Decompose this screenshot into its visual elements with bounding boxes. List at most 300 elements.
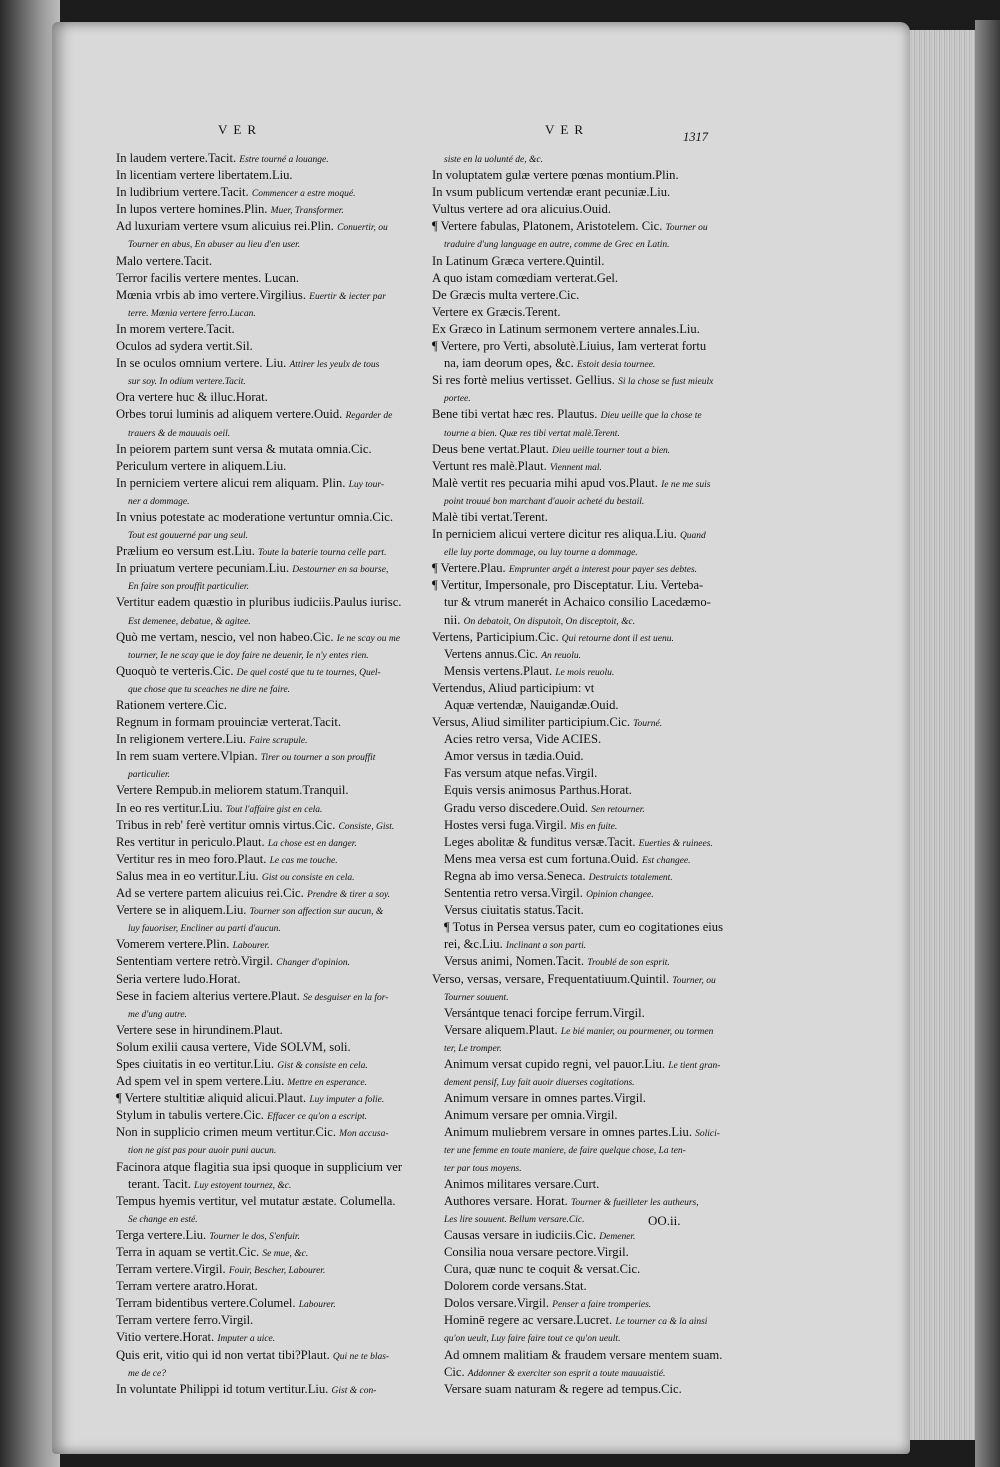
latin-text: Vertere Rempub.in meliorem statum.Tranquil. [116,783,349,798]
latin-text: Res vertitur in periculo.Plaut. [116,834,265,849]
french-gloss: Regarder de [345,411,393,422]
french-gloss: Destruicts totalement. [588,872,673,883]
latin-text: Vertens, Participium.Cic. [432,629,559,644]
latin-text: Mœnia vrbis ab imo vertere.Virgilius. [116,287,306,302]
entry-line [116,817,434,834]
dictionary-column-left [116,150,434,1398]
entry-line [116,1159,434,1176]
french-gloss: Ie ne me suis [661,479,711,490]
entry-line [432,389,762,406]
entry-line [116,1193,434,1210]
french-gloss: Tourner souuent. [444,992,509,1003]
french-gloss: Mettre en esperance. [287,1078,367,1089]
entry-line [432,526,762,543]
french-gloss: Solici- [695,1129,720,1140]
french-gloss: Conuertir, ou [337,223,388,234]
french-gloss: Commencer a estre moqué. [251,189,356,200]
entry-line [116,936,434,953]
latin-text: A quo istam comœdiam verterat.Gel. [432,270,619,285]
entry-line [432,1124,762,1141]
latin-text: Fas versum atque nefas.Virgil. [444,766,598,781]
latin-text: na, iam deorum opes, &c. [444,356,574,371]
entry-line [116,988,434,1005]
latin-text: Leges abolitæ & funditus versæ.Tacit. [444,834,636,849]
french-gloss: portee. [444,394,471,405]
french-gloss: Ie ne scay ou me [336,633,400,644]
entry-line [432,321,762,338]
latin-text: Cic. [444,1364,465,1379]
entry-line [116,612,434,629]
entry-line [432,919,762,936]
running-head-left: VER [218,122,262,137]
french-gloss: Est changee. [641,855,691,866]
latin-text: In voluntate Philippi id totum vertitur.Liu. [116,1381,329,1396]
french-gloss: ter par tous moyens. [444,1163,522,1174]
latin-text: Salus mea in eo vertitur.Liu. [116,868,259,883]
entry-line [116,663,434,680]
entry-line [432,663,762,680]
latin-text: ¶ Totus in Persea versus pater, cum eo cogitationes eius [444,920,723,935]
entry-line [432,868,762,885]
french-gloss: On debatoit, On disputoit, On disceptoit, &c. [463,616,636,627]
latin-text: Vertere se in aliquem.Liu. [116,903,247,918]
latin-text: Terra in aquam se vertit.Cic. [116,1245,260,1259]
latin-text: Mens mea versa est cum fortuna.Ouid. [444,851,639,866]
french-gloss: Mon accusa- [339,1129,389,1140]
entry-line [116,800,434,817]
entry-line [432,1056,762,1073]
entry-line [116,167,434,184]
latin-text: Malè tibi vertat.Terent. [432,509,548,524]
entry-line [432,1295,762,1312]
french-gloss: De quel costé que tu te tournes, Quel- [236,667,381,678]
french-gloss: Estoit desia tournee. [576,360,656,371]
entry-line [116,1107,434,1124]
entry-line [432,953,762,970]
entry-line [432,458,762,475]
latin-text: In voluptatem gulæ vertere pœnas montium.Plin. [432,168,679,183]
entry-line [116,406,434,423]
french-gloss: Dieu ueille tourner tout a bien. [551,445,671,456]
entry-line [432,885,762,902]
french-gloss: Attirer les yeulx de tous [289,360,380,371]
entry-line [116,441,434,458]
latin-text: Causas versare in iudiciis.Cic. [444,1227,597,1242]
french-gloss: Le tient gran- [668,1060,721,1071]
latin-text: Terram vertere aratro.Horat. [116,1279,258,1294]
french-gloss: Se mue, &c. [262,1249,309,1259]
french-gloss: Tourner & fueilleter les autheurs, [570,1197,699,1208]
french-gloss: Changer d'opinion. [276,958,351,969]
french-gloss: Euerties & ruinees. [638,838,713,849]
latin-text: Sententiam vertere retrò.Virgil. [116,954,274,969]
latin-text: ¶ Vertere stultitiæ aliquid alicui.Plaut. [116,1091,307,1106]
entry-line [432,441,762,458]
french-gloss: Tourné. [633,719,663,730]
entry-line [432,612,762,629]
french-gloss: Tourner le dos, S'enfuir. [209,1231,300,1242]
latin-text: Verso, versas, versare, Frequentatiuum.Quintil. [432,971,670,986]
latin-text: In perniciem vertere alicui rem aliquam. Plin. [116,475,346,490]
french-gloss: Tourner ou [665,223,708,234]
entry-line [432,1176,762,1193]
latin-text: Vitio vertere.Horat. [116,1330,215,1345]
entry-line [432,424,762,441]
entry-line [116,577,434,594]
latin-text: ¶ Vertere, pro Verti, absolutè.Liuius, Iam verterat fortu [432,339,707,354]
entry-line [432,902,762,919]
entry-line [432,594,762,611]
french-gloss: Labourer. [298,1300,336,1311]
entry-line [432,1022,762,1039]
entry-line [432,406,762,423]
french-gloss: point trouué bon marchant d'auoir acheté du bestail. [444,496,645,507]
latin-text: Sese in faciem alterius vertere.Plaut. [116,988,300,1003]
latin-text: In Latinum Græca vertere.Quintil. [432,253,605,268]
latin-text: In eo res vertitur.Liu. [116,800,223,815]
latin-text: Consilia noua versare pectore.Virgil. [444,1245,629,1259]
latin-text: Versus ciuitatis status.Tacit. [444,903,584,918]
latin-text: In religionem vertere.Liu. [116,732,247,747]
french-gloss: me de ce? [128,1368,166,1379]
french-gloss: ter une femme en toute maniere, de faire quelque chose, La ten- [444,1146,686,1157]
entry-line [116,1176,434,1193]
latin-text: In lupos vertere homines.Plin. [116,202,268,217]
entry-line [116,731,434,748]
latin-text: Terram bidentibus vertere.Columel. [116,1296,296,1311]
french-gloss: tourner, Ie ne scay que ie doy faire ne deuenir, Ie n'y entes rien. [128,650,369,661]
entry-line [432,1364,762,1381]
entry-line [116,287,434,304]
french-gloss: me d'ung autre. [128,1009,187,1020]
entry-line [432,150,762,167]
entry-line [116,218,434,235]
entry-line [432,731,762,748]
entry-line [116,150,434,167]
french-gloss: Luy estoyent tournez, &c. [194,1180,292,1191]
french-gloss: En faire son prouffit particulier. [128,582,249,593]
french-gloss: ter, Le tromper. [444,1043,502,1054]
entry-line [116,1124,434,1141]
book-cover-edge [975,20,1000,1467]
latin-text: Periculum vertere in aliquem.Liu. [116,458,287,473]
french-gloss: Emprunter argét a interest pour payer ses debtes. [508,565,698,576]
french-gloss: Se change en esté. [128,1214,198,1225]
latin-text: Versare aliquem.Plaut. [444,1022,558,1037]
french-gloss: Qui retourne dont il est uenu. [561,633,674,644]
entry-line [432,1347,762,1364]
entry-line [432,697,762,714]
latin-text: Quoquò te verteris.Cic. [116,663,234,678]
french-gloss: Luy tour- [348,479,384,490]
entry-line [116,1210,434,1227]
french-gloss: elle luy porte dommage, ou luy tourne a dommage. [444,548,638,559]
entry-line [116,919,434,936]
entry-line [432,834,762,851]
entry-line [116,1278,434,1295]
french-gloss: ner a dommage. [128,496,190,507]
entry-line [432,800,762,817]
entry-line [116,629,434,646]
entry-line [432,492,762,509]
french-gloss: Faire scrupule. [249,736,308,747]
french-gloss: sur soy. In odium vertere.Tacit. [128,377,246,388]
entry-line [116,543,434,560]
french-gloss: qu'on ueult, Luy faire faire tout ce qu'on ueult. [444,1334,621,1345]
latin-text: Spes ciuitatis in eo vertitur.Liu. [116,1056,275,1071]
entry-line [432,1381,762,1398]
entry-line [116,184,434,201]
entry-line [432,201,762,218]
entry-line [116,1244,434,1261]
latin-text: In licentiam vertere libertatem.Liu. [116,168,293,183]
entry-line [432,629,762,646]
entry-line [432,577,762,594]
entry-line [116,885,434,902]
latin-text: ¶ Vertere fabulas, Platonem, Aristotelem. Cic. [432,219,663,234]
latin-text: terant. Tacit. [128,1176,191,1191]
french-gloss: Addonner & exerciter son esprit a toute mauuaistié. [467,1368,666,1379]
french-gloss: Gist ou consiste en cela. [261,872,355,883]
latin-text: Equis versis animosus Parthus.Horat. [444,783,632,798]
entry-line [432,748,762,765]
latin-text: Vertunt res malè.Plaut. [432,458,547,473]
latin-text: Deus bene vertat.Plaut. [432,441,549,456]
entry-line [116,389,434,406]
entry-line [116,321,434,338]
french-gloss: siste en la uolunté de, &c. [444,155,543,165]
entry-line [116,338,434,355]
latin-text: Quò me vertam, nescio, vel non habeo.Cic. [116,629,334,644]
entry-line [116,748,434,765]
entry-line [116,646,434,663]
entry-line [116,492,434,509]
latin-text: In morem vertere.Tacit. [116,321,235,336]
latin-text: Terram vertere ferro.Virgil. [116,1313,254,1328]
entry-line [116,253,434,270]
latin-text: In ludibrium vertere.Tacit. [116,185,249,200]
latin-text: Terga vertere.Liu. [116,1227,207,1242]
entry-line [432,851,762,868]
page-fore-edge [905,30,980,1440]
latin-text: Amor versus in tædia.Ouid. [444,749,584,764]
latin-text: Vertere ex Græcis.Terent. [432,304,561,319]
entry-line [116,902,434,919]
french-gloss: Le cas me touche. [269,855,338,866]
latin-text: In rem suam vertere.Vlpian. [116,749,258,764]
latin-text: Stylum in tabulis vertere.Cic. [116,1108,264,1123]
latin-text: Regna ab imo versa.Seneca. [444,868,586,883]
latin-text: Versare suam naturam & regere ad tempus.Cic. [444,1381,682,1396]
entry-line [116,355,434,372]
entry-line [432,304,762,321]
french-gloss: Les lire souuent. Bellum versare.Cic. [444,1214,585,1225]
french-gloss: Le bié manier, ou pourmener, ou tormen [560,1026,714,1037]
french-gloss: Est demenee, debatue, & agitee. [128,616,251,627]
latin-text: Animum versat cupido regni, vel pauor.Liu. [444,1056,666,1071]
french-gloss: Estre tourné a louange. [239,155,329,165]
latin-text: ¶ Vertitur, Impersonale, pro Disceptatur. Liu. Verteba- [432,578,704,593]
latin-text: Ad omnem malitiam & fraudem versare mentem suam. [444,1347,723,1362]
signature-mark: OO.ii. [648,1213,681,1228]
entry-line [432,218,762,235]
french-gloss: Tout est gouuerné par ung seul. [128,531,248,542]
latin-text: Animum versare per omnia.Virgil. [444,1108,618,1123]
entry-line [432,1312,762,1329]
entry-line [116,1056,434,1073]
latin-text: Cura, quæ nunc te coquit & versat.Cic. [444,1262,641,1277]
entry-line [432,1261,762,1278]
french-gloss: An reuolu. [541,650,582,661]
latin-text: Mensis vertens.Plaut. [444,663,553,678]
french-gloss: Fouir, Bescher, Labourer. [228,1266,326,1277]
page-number: 1317 [683,130,708,144]
french-gloss: Muer, Transformer. [270,206,344,217]
entry-line [116,1381,434,1398]
latin-text: De Græcis multa vertere.Cic. [432,287,580,302]
entry-line [432,971,762,988]
latin-text: Seria vertere ludo.Horat. [116,971,241,986]
latin-text: Vertendus, Aliud participium: vt [432,680,595,695]
latin-text: In vnius potestate ac moderatione vertuntur omnia.Cic. [116,509,393,524]
entry-line [116,765,434,782]
latin-text: Vultus vertere ad ora alicuius.Ouid. [432,202,611,217]
entry-line [116,475,434,492]
entry-line [432,1227,762,1244]
latin-text: ¶ Vertere.Plau. [432,561,506,576]
entry-line [432,184,762,201]
french-gloss: Dieu ueille que la chose te [600,411,702,422]
french-gloss: Labourer. [232,941,270,952]
entry-line [116,1347,434,1364]
latin-text: In perniciem alicui vertere dicitur res aliqua.Liu. [432,527,677,542]
latin-text: Malo vertere.Tacit. [116,253,212,268]
latin-text: Facinora atque flagitia sua ipsi quoque in supplicium ver [116,1159,403,1174]
french-gloss: tourne a bien. Quæ res tibi vertat malè.Terent. [444,428,620,439]
entry-line [432,372,762,389]
latin-text: Dolorem corde versans.Stat. [444,1279,587,1294]
entry-line [432,1210,762,1227]
latin-text: In vsum publicum vertendæ erant pecuniæ.Liu. [432,185,671,200]
entry-line [432,270,762,287]
entry-line [432,338,762,355]
latin-text: rei, &c.Liu. [444,937,503,952]
entry-line [116,834,434,851]
french-gloss: Imputer a uice. [217,1334,276,1345]
entry-line [432,287,762,304]
latin-text: Hominē regere ac versare.Lucret. [444,1313,613,1328]
french-gloss: Le tourner ca & la ainsi [615,1317,708,1328]
french-gloss: Destourner en sa bourse, [292,565,389,576]
latin-text: tur & vtrum manerét in Achaico consilio Lacedæmo- [444,595,711,610]
running-head-right: VER [545,122,589,137]
entry-line [432,782,762,799]
entry-line [116,1364,434,1381]
french-gloss: Quand [679,531,706,542]
entry-line [116,1005,434,1022]
french-gloss: Tout l'affaire gist en cela. [225,804,323,815]
entry-line [432,680,762,697]
french-gloss: Qui ne te blas- [332,1351,390,1362]
entry-line [432,1107,762,1124]
french-gloss: Gist & consiste en cela. [277,1060,368,1071]
entry-line [432,560,762,577]
entry-line [432,765,762,782]
french-gloss: Troublé de son esprit. [587,958,670,969]
entry-line [432,509,762,526]
latin-text: Versus animi, Nomen.Tacit. [444,954,585,969]
latin-text: Terram vertere.Virgil. [116,1262,226,1277]
latin-text: Vertere sese in hirundinem.Plaut. [116,1022,283,1037]
french-gloss: Le mois reuolu. [555,667,615,678]
entry-line [432,235,762,252]
latin-text: Regnum in formam prouinciæ verterat.Tacit. [116,715,342,730]
entry-line [116,594,434,611]
entry-line [116,680,434,697]
latin-text: In se oculos omnium vertere. Liu. [116,356,287,371]
entry-line [116,201,434,218]
french-gloss: Si la chose se fust mieulx [618,377,714,388]
entry-line [116,953,434,970]
latin-text: Sententia retro versa.Virgil. [444,886,583,901]
latin-text: Acies retro versa, Vide ACIES. [444,732,602,747]
entry-line [116,1227,434,1244]
entry-line [432,1141,762,1158]
french-gloss: Viennent mal. [549,462,602,473]
latin-text: Prælium eo versum est.Liu. [116,544,255,559]
latin-text: Orbes torui luminis ad aliquem vertere.Ouid. [116,407,343,422]
entry-line [116,1073,434,1090]
entry-line [432,1090,762,1107]
book-gutter [0,0,60,1467]
entry-line [432,1073,762,1090]
latin-text: Gradu verso discedere.Ouid. [444,800,589,815]
entry-line [432,714,762,731]
entry-line [432,1329,762,1346]
french-gloss: traduire d'ung language en autre, comme de Grec en Latin. [444,240,670,251]
french-gloss: Se desguiser en la for- [303,992,389,1003]
entry-line [432,1039,762,1056]
entry-line [116,714,434,731]
french-gloss: Tirer ou tourner a son prouffit [260,753,376,764]
entry-line [432,475,762,492]
dictionary-column-right [432,150,762,1398]
latin-text: Hostes versi fuga.Virgil. [444,817,567,832]
french-gloss: Prendre & tirer a soy. [306,890,391,901]
entry-line [432,253,762,270]
entry-line [432,936,762,953]
entry-line [116,1312,434,1329]
latin-text: Ad spem vel in spem vertere.Liu. [116,1074,285,1089]
entry-line [116,1295,434,1312]
entry-line [116,304,434,321]
latin-text: nii. [444,612,461,627]
french-gloss: La chose est en danger. [267,838,357,849]
french-gloss: Penser a faire tromperies. [552,1300,652,1311]
entry-line [432,543,762,560]
french-gloss: trauers & de mauuais oeil. [128,428,231,439]
french-gloss: dement pensif, Luy fait auoir diuerses cogitations. [444,1078,635,1089]
entry-line [116,851,434,868]
latin-text: Rationem vertere.Cic. [116,698,227,712]
latin-text: Animos militares versare.Curt. [444,1176,600,1191]
french-gloss: Tourner en abus, En abuser au lieu d'en user. [128,240,301,251]
entry-line [116,1022,434,1039]
latin-text: Dolos versare.Virgil. [444,1296,549,1311]
latin-text: Authores versare. Horat. [444,1193,568,1208]
french-gloss: Tourner son affection sur aucun, & [249,907,384,918]
entry-line [116,526,434,543]
